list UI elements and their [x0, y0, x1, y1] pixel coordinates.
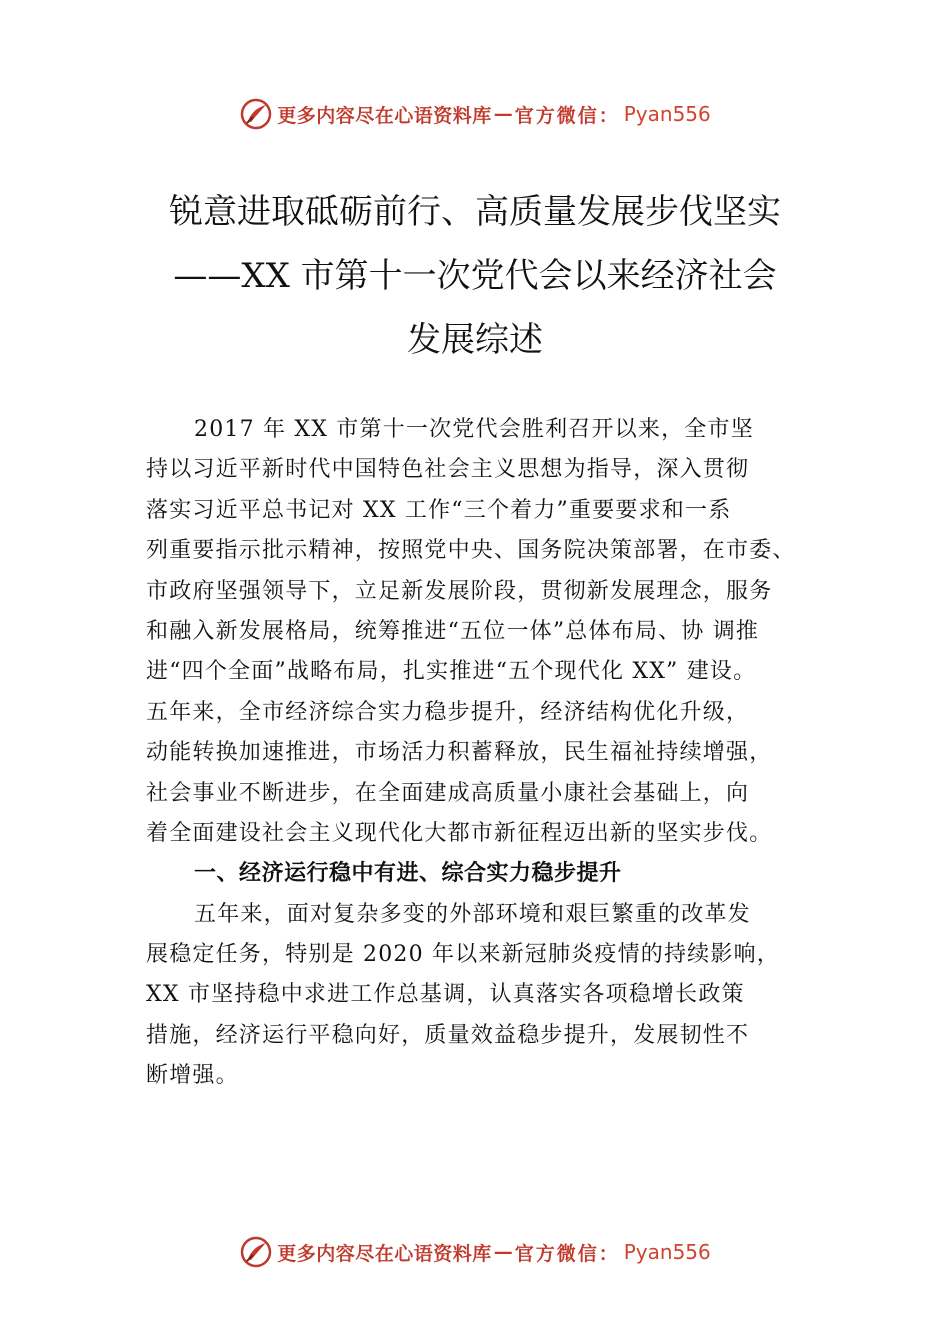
banner-separator: — — [493, 1241, 513, 1263]
paragraph-line: 2017 年 XX 市第十一次党代会胜利召开以来，全市坚 — [194, 417, 754, 442]
banner-label: 官方微信： — [514, 1242, 620, 1265]
paragraph-line: 持以习近平新时代中国特色社会主义思想为指导，深入贯彻 — [146, 457, 750, 483]
brand-logo-icon — [239, 1235, 273, 1269]
footer-banner — [0, 1230, 950, 1274]
brand-logo-icon — [239, 97, 273, 131]
paragraph-line: 市政府坚强领导下，立足新发展阶段，贯彻新发展理念，服务 — [146, 578, 773, 604]
paragraph-line: 措施，经济运行平稳向好，质量效益稳步提升，发展韧性不 — [146, 1022, 750, 1048]
paragraph-line: 社会事业不断进步，在全面建成高质量小康社会基础上，向 — [146, 780, 750, 806]
paragraph-line: 落实习近平总书记对 XX 工作“三个着力”重要要求和一系 — [146, 497, 732, 523]
paragraph-line: 五年来，面对复杂多变的外部环境和艰巨繁重的改革发 — [194, 901, 751, 927]
paragraph-line: 展稳定任务，特别是 2020 年以来新冠肺炎疫情的持续影响， — [146, 942, 780, 968]
header-banner — [0, 92, 950, 136]
document-title — [100, 180, 850, 372]
document-body — [146, 410, 826, 1097]
paragraph-line: 进“四个全面”战略布局，扎实推进“五个现代化 XX” 建设。 — [146, 659, 757, 685]
title-line-3: 发展综述 — [407, 320, 543, 360]
paragraph-line: 列重要指示批示精神，按照党中央、国务院决策部署，在市委、 — [146, 538, 796, 564]
paragraph-line: 动能转换加速推进，市场活力积蓄释放，民生福祉持续增强， — [146, 740, 773, 766]
paragraph-line: 和融入新发展格局，统筹推进“五位一体”总体布局、协 调推 — [146, 618, 760, 644]
banner-separator: — — [493, 103, 513, 125]
paragraph-line: 着全面建设社会主义现代化大都市新征程迈出新的坚实步伐。 — [146, 820, 773, 846]
paragraph-line: 断增强。 — [146, 1063, 239, 1089]
banner-label: 官方微信： — [514, 104, 620, 127]
title-line-1: 锐意进取砥砺前行、高质量发展步伐坚实 — [169, 192, 781, 232]
banner-text: 更多内容尽在心语资料库 — [277, 1242, 492, 1265]
banner-wechat-id: Pyan556 — [623, 1240, 711, 1264]
banner-text: 更多内容尽在心语资料库 — [277, 104, 492, 127]
section-heading: 一、经济运行稳中有进、综合实力稳步提升 — [194, 861, 622, 887]
paragraph-line: XX 市坚持稳中求进工作总基调，认真落实各项稳增长政策 — [146, 982, 745, 1008]
banner-wechat-id: Pyan556 — [623, 102, 711, 126]
paragraph-line: 五年来，全市经济综合实力稳步提升，经济结构优化升级， — [146, 699, 750, 725]
title-line-2: ——XX 市第十一次党代会以来经济社会 — [173, 256, 777, 296]
